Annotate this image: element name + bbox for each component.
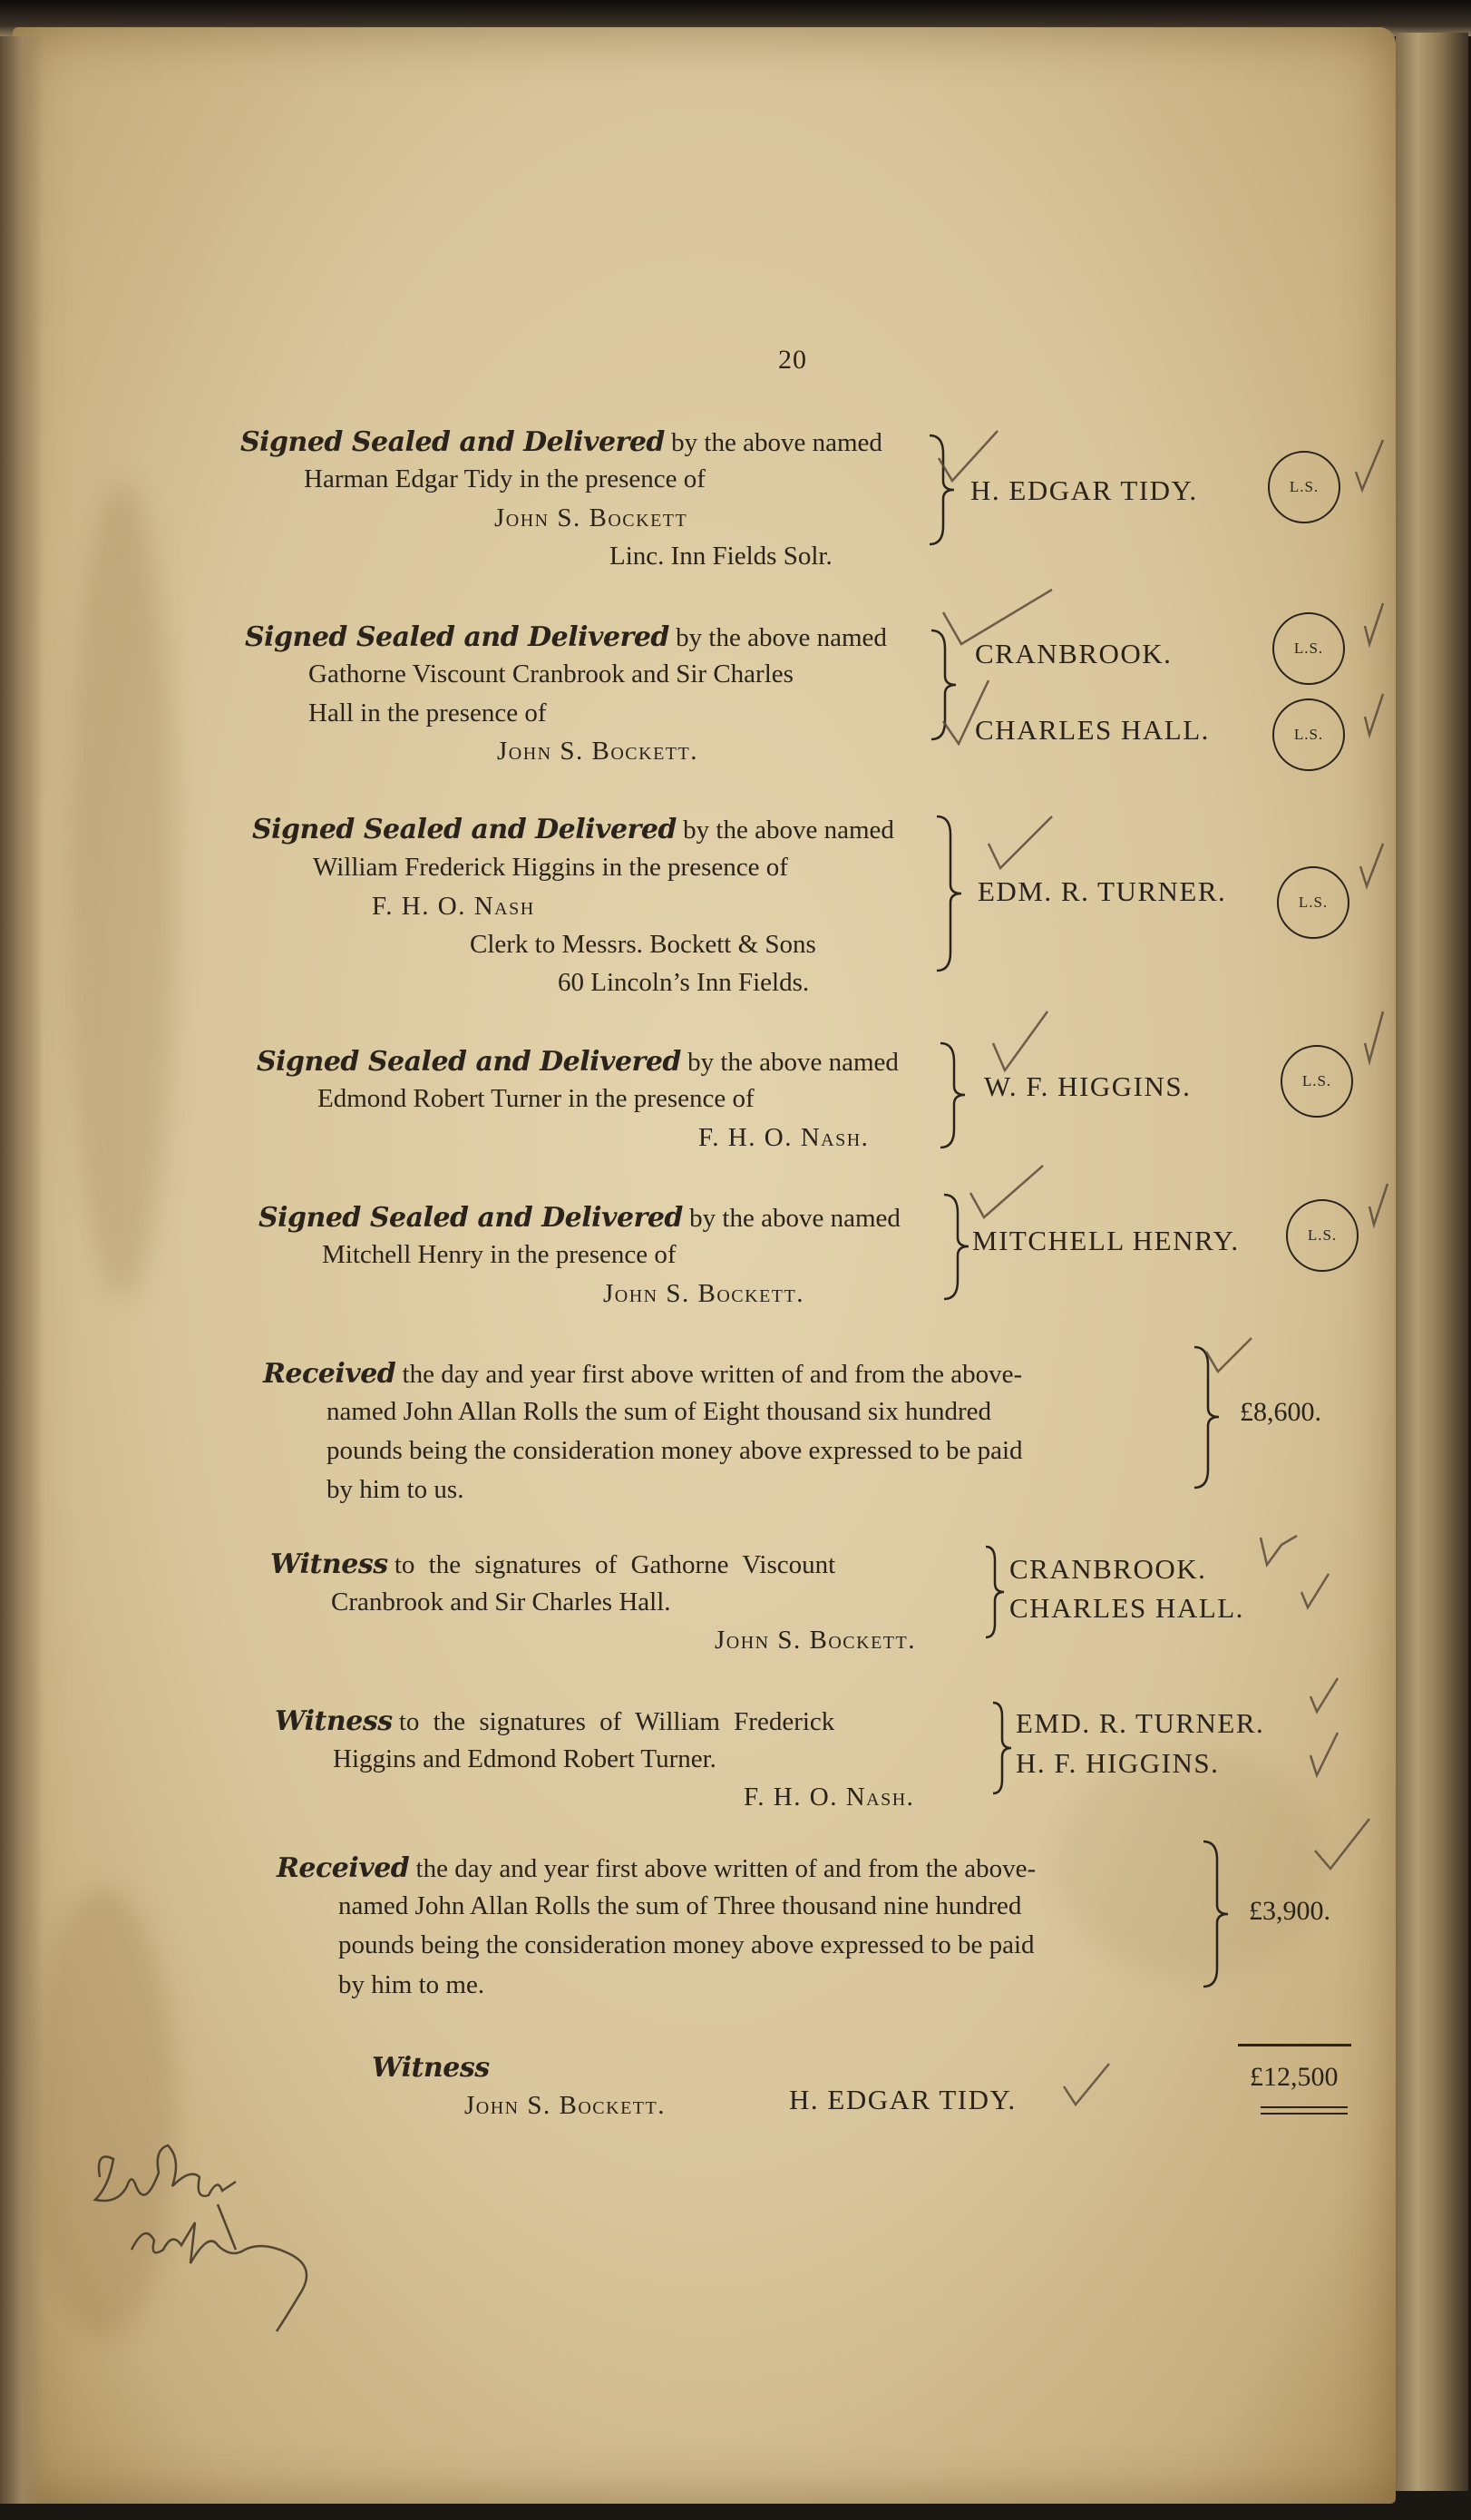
witness-address: 60 Lincoln’s Inn Fields. bbox=[558, 968, 810, 997]
blackletter-heading: Signed Sealed and Delivered bbox=[252, 814, 677, 845]
receipt-text-line: the day and year first above written of and from the above- bbox=[402, 1360, 1023, 1389]
witness-address: Clerk to Messrs. Bockett & Sons bbox=[470, 930, 816, 959]
block-text-line: Gathorne Viscount Cranbrook and Sir Charles bbox=[308, 659, 794, 689]
pencil-tick-icon bbox=[939, 585, 1057, 658]
signature-name: W. F. HIGGINS. bbox=[984, 1070, 1192, 1102]
witness-text-line: Higgins and Edmond Robert Turner. bbox=[333, 1744, 716, 1773]
blackletter-heading: Signed Sealed and Delivered bbox=[245, 621, 669, 653]
block-text-line: William Frederick Higgins in the presence of bbox=[313, 853, 788, 882]
page-edge-right bbox=[1396, 33, 1468, 2491]
signature-name: MITCHELL HENRY. bbox=[972, 1225, 1240, 1256]
blackletter-heading: Witness bbox=[275, 1705, 393, 1737]
witness-text-line: to the signatures of Gathorne Viscount bbox=[394, 1550, 836, 1579]
witness-text-line: to the signatures of William Frederick bbox=[398, 1707, 835, 1736]
total-top-rule bbox=[1238, 2044, 1351, 2046]
witness-text-line: Cranbrook and Sir Charles Hall. bbox=[331, 1587, 671, 1617]
signature-name: H. F. HIGGINS. bbox=[1016, 1747, 1220, 1779]
block-text-line: by the above named bbox=[687, 1048, 899, 1077]
signature-name: CRANBROOK. bbox=[1009, 1553, 1207, 1585]
block-text-line: by the above named bbox=[676, 623, 887, 652]
blackletter-heading: Signed Sealed and Delivered bbox=[257, 1046, 681, 1078]
signature-name: H. EDGAR TIDY. bbox=[789, 2084, 1017, 2115]
block-text-line: Edmond Robert Turner in the presence of bbox=[317, 1084, 755, 1113]
witness-name: John S. Bockett. bbox=[603, 1279, 804, 1308]
blackletter-heading: Received bbox=[263, 1358, 396, 1390]
witness-name: John S. Bockett. bbox=[715, 1626, 916, 1655]
witness-name: F. H. O. Nash. bbox=[744, 1783, 915, 1812]
pencil-tick-icon bbox=[1351, 435, 1388, 499]
seal-ls: L.S. bbox=[1286, 1199, 1359, 1272]
block-text-line: by the above named bbox=[689, 1204, 901, 1233]
blackletter-heading: Signed Sealed and Delivered bbox=[258, 1202, 683, 1234]
receipt-text-line: pounds being the consideration money above expressed to be paid bbox=[326, 1436, 1023, 1465]
pencil-tick-icon bbox=[1059, 2059, 1114, 2109]
witness-address: Linc. Inn Fields Solr. bbox=[609, 542, 833, 571]
receipt-text-line: named John Allan Rolls the sum of Eight thousand six hundred bbox=[326, 1397, 992, 1426]
total-amount: £12,500 bbox=[1250, 2062, 1339, 2092]
pencil-tick-icon bbox=[934, 426, 1007, 499]
witness-name: F. H. O. Nash. bbox=[698, 1123, 870, 1152]
blackletter-heading: Received bbox=[277, 1852, 410, 1884]
signature-name: CRANBROOK. bbox=[975, 638, 1173, 669]
blackletter-heading: Signed Sealed and Delivered bbox=[240, 426, 665, 458]
receipt-text-line: the day and year first above written of and from the above- bbox=[415, 1854, 1037, 1883]
witness-name: John S. Bockett. bbox=[497, 737, 698, 766]
seal-ls: L.S. bbox=[1272, 612, 1345, 685]
signature-name: H. EDGAR TIDY. bbox=[970, 474, 1198, 506]
pencil-tick-icon bbox=[984, 812, 1057, 875]
pencil-tick-icon bbox=[1360, 599, 1388, 653]
handwritten-note-icon bbox=[82, 2123, 345, 2349]
blackletter-heading: Witness bbox=[270, 1548, 388, 1580]
pencil-tick-icon bbox=[1256, 1529, 1301, 1574]
pencil-tick-icon bbox=[1297, 1569, 1333, 1615]
blackletter-heading: Witness bbox=[372, 2052, 490, 2084]
receipt-text-line: by him to us. bbox=[326, 1475, 464, 1504]
receipt-text-line: pounds being the consideration money above expressed to be paid bbox=[338, 1930, 1035, 1959]
signature-name: CHARLES HALL. bbox=[975, 714, 1210, 746]
signature-name: EDM. R. TURNER. bbox=[978, 875, 1227, 907]
pencil-tick-icon bbox=[1360, 1007, 1388, 1070]
receipt-amount: £3,900. bbox=[1249, 1896, 1330, 1926]
seal-ls: L.S. bbox=[1277, 866, 1349, 939]
block-text-line: Hall in the presence of bbox=[308, 698, 547, 728]
block-text-line: Harman Edgar Tidy in the presence of bbox=[304, 464, 706, 493]
block-text-line: by the above named bbox=[683, 816, 894, 845]
total-rule bbox=[1261, 2106, 1348, 2108]
witness-name: F. H. O. Nash bbox=[372, 892, 535, 921]
pencil-tick-icon bbox=[1202, 1333, 1256, 1379]
signature-name: EMD. R. TURNER. bbox=[1016, 1707, 1265, 1739]
signature-name: CHARLES HALL. bbox=[1009, 1592, 1244, 1624]
total-rule bbox=[1261, 2113, 1348, 2115]
pencil-tick-icon bbox=[1365, 1179, 1392, 1234]
pencil-tick-icon bbox=[1310, 1814, 1374, 1878]
pencil-tick-icon bbox=[1306, 1728, 1342, 1783]
witness-name: John S. Bockett bbox=[494, 503, 688, 532]
receipt-text-line: by him to me. bbox=[338, 1970, 485, 1999]
pencil-tick-icon bbox=[966, 1161, 1047, 1225]
pencil-tick-icon bbox=[1306, 1674, 1342, 1719]
page-number: 20 bbox=[778, 345, 807, 375]
seal-ls: L.S. bbox=[1281, 1045, 1353, 1118]
block-text-line: Mitchell Henry in the presence of bbox=[322, 1240, 677, 1269]
receipt-amount: £8,600. bbox=[1240, 1397, 1321, 1427]
receipt-text-line: named John Allan Rolls the sum of Three thousand nine hundred bbox=[338, 1891, 1022, 1920]
seal-ls: L.S. bbox=[1268, 451, 1340, 523]
witness-name: John S. Bockett. bbox=[464, 2091, 666, 2120]
seal-ls: L.S. bbox=[1272, 698, 1345, 771]
pencil-tick-icon bbox=[939, 676, 993, 748]
block-text-line: by the above named bbox=[671, 428, 882, 457]
pencil-tick-icon bbox=[1356, 839, 1388, 894]
page-edge-left bbox=[0, 36, 44, 2504]
pencil-tick-icon bbox=[989, 1007, 1052, 1079]
pencil-tick-icon bbox=[1360, 689, 1388, 744]
